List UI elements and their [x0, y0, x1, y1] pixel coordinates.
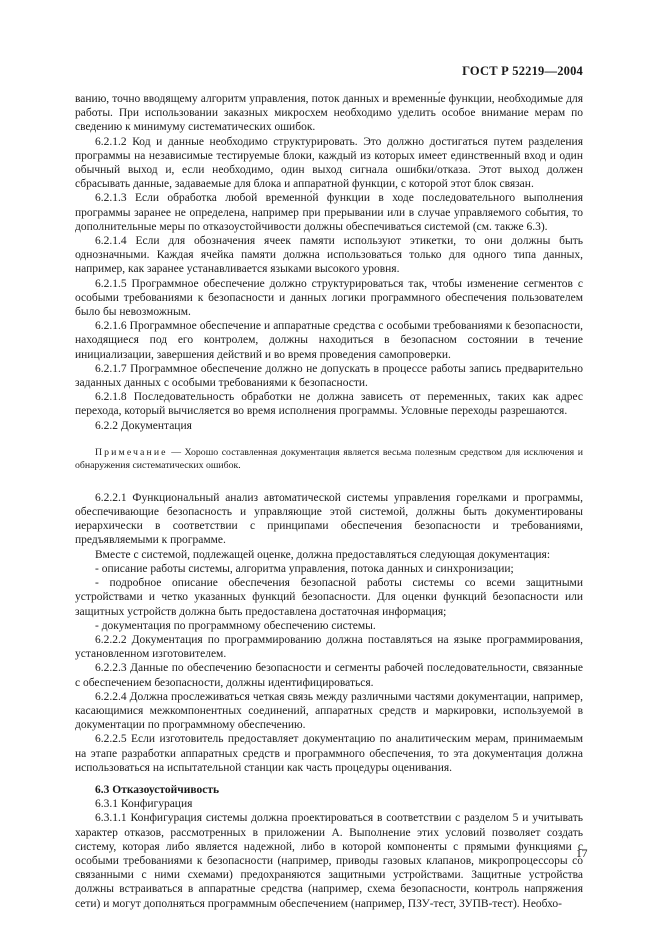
paragraph: 6.2.1.4 Если для обозначения ячеек памяти используют этикетки, то они должны быть однозначными. Каждая ячейка памяти должна использоваться только для одного типа данных, например, как заранее устанавливается языками высокого уровня.: [75, 235, 583, 276]
document-body: [75, 92, 583, 911]
paragraph: 6.2.1.8 Последовательность обработки не должна зависеть от переменных, таких как адрес перехода, который вычисляется во время исполнения программы. Условные переходы разрешаются.: [75, 391, 583, 418]
document-code-header: ГОСТ Р 52219—2004: [462, 64, 583, 78]
list-item: - документация по программному обеспечению системы.: [95, 619, 376, 632]
paragraph: 6.2.1.5 Программное обеспечение должно структурироваться так, чтобы изменение сегментов с особыми требованиями к безопасности и данных логики программного обеспечения пользователем было бы невозможным.: [75, 277, 583, 319]
paragraph: 6.3.1.1 Конфигурация системы должна проектироваться в соответствии с разделом 5 и учитывать характер отказов, рассмотренных в приложении А. Выполнение этих условий позволяет создать систему, которая либо является надежной, либо в которой компоненты с прямыми функциями с особыми требованиями к безопасности (например, приводы газовых клапанов, микропроцессоры со связанными с ними схемами) предохраняются защитными устройствами. Защитные устройства должны встраиваться в аппаратные средства (например, схема безопасности, контроль напряжения сети) и могут дополняться программным обеспечением (например, ПЗУ-тест, ЗУПВ-тест). Необхо-: [75, 812, 583, 910]
paragraph: 6.2.2.2 Документация по программированию должна поставляться на языке программирования, установленном изготовителем.: [75, 633, 583, 661]
paragraph: 6.2.1.3 Если обработка любой временно́й функции в ходе последовательного выполнения программы заранее не определена, например при прерывании или в случае управляемого события, то дополнительные меры по отказоустойчивости должны обеспечиваться системой (см. также 6.3).: [75, 192, 583, 233]
note-text: — Хорошо составленная документация является весьма полезным средством для исключения и обнаружения систематических ошибок.: [75, 446, 583, 472]
paragraph: 6.2.1.2 Код и данные необходимо структурировать. Это должно достигаться путем разделения программы на независимые тестируемые блоки, каждый из которых имеет единственный вход и один обычный выход и, если необходимо, один выход сигнала ошибки/отказа. Этот выход должен сбрасывать данные, задаваемые для блока и аппаратной функции, с которой этот блок связан.: [75, 135, 583, 191]
list-item: - подробное описание обеспечения безопасной работы системы со всеми защитными устройствами и четко указанных функций безопасности. Для оценки функций безопасности или защитных устройств должна быть предоставлена достаточная информация;: [75, 577, 583, 618]
paragraph: 6.2.2.4 Должна прослеживаться четкая связь между различными частями документации, например, касающимися межкомпонентных соединений, аппаратных средств и маркировки, используемой в документации по программному обеспечению.: [75, 690, 583, 732]
paragraph: 6.2.1.6 Программное обеспечение и аппаратные средства с особыми требованиями к безопасности, находящиеся под его контролем, должны находиться в безопасном состоянии в течение инициализации, завершения действий и во время проведения самопроверки.: [75, 320, 583, 361]
list-item: - описание работы системы, алгоритма управления, потока данных и синхронизации;: [95, 562, 514, 575]
paragraph: 6.2.2.3 Данные по обеспечению безопасности и сегменты рабочей последовательности, связанные с обеспечением безопасности, должны идентифицироваться.: [75, 662, 583, 689]
subsection-heading: 6.2.2 Документация: [95, 419, 192, 432]
paragraph: 6.2.2.5 Если изготовитель предоставляет документацию по аналитическим мерам, принимаемым на этапе разработки аппаратных средств и программного обеспечения, то эта документация должна использоваться на испытательной станции как часть процедуры оценивания.: [75, 733, 583, 774]
paragraph: Вместе с системой, подлежащей оценке, должна предоставляться следующая документация:: [95, 548, 551, 561]
paragraph: 6.2.1.7 Программное обеспечение должно не допускать в процессе работы запись предварительно заданных данных с особыми требованиями к безопасности.: [75, 362, 583, 390]
note-label: Примечание: [95, 446, 168, 458]
paragraph: ванию, точно вводящему алгоритм управления, поток данных и временны́е функции, необходимые для работы. При использовании заказных микросхем необходимо уделить особое внимание мерам по сведению к минимуму систематических ошибок.: [75, 93, 583, 134]
section-heading: 6.3 Отказоустойчивость: [95, 783, 220, 796]
note: [75, 446, 583, 473]
paragraph: 6.2.2.1 Функциональный анализ автоматической системы управления горелками и программы, обеспечивающие безопасность и управляющие этой системой, должны быть документированы иерархически в соответствии с принципами обеспечения безопасности и требованиями, предъявляемыми к программе.: [75, 491, 583, 547]
page-number: 17: [576, 848, 588, 860]
subsection-heading: 6.3.1 Конфигурация: [95, 798, 193, 811]
